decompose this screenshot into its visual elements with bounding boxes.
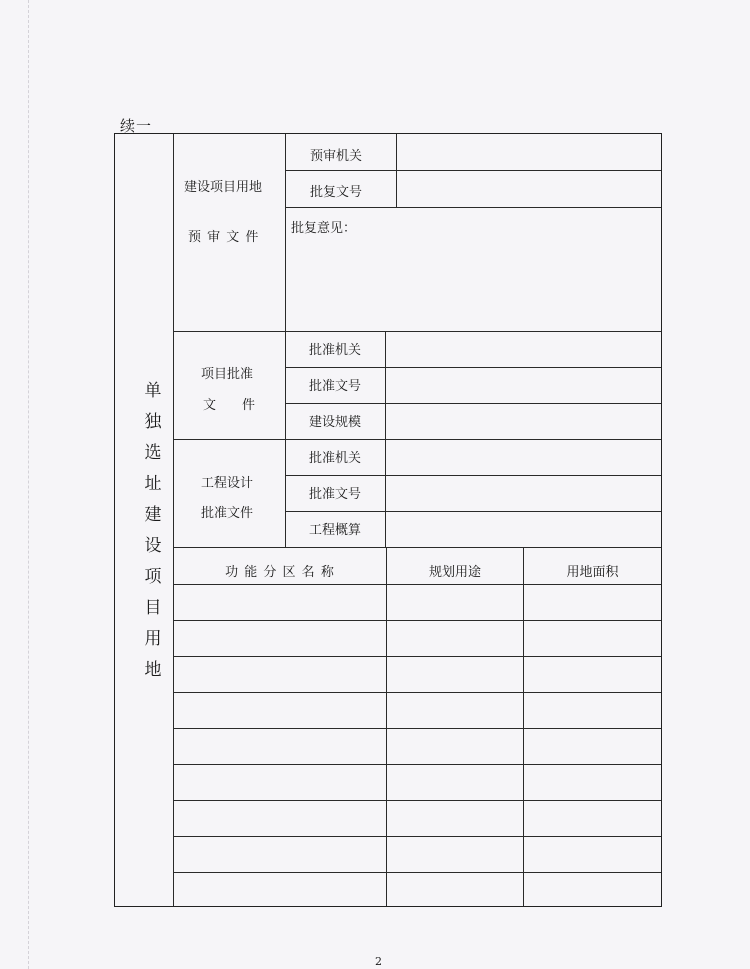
- design-authority-value[interactable]: [386, 440, 660, 475]
- continuation-label: 续一: [120, 117, 153, 135]
- design-authority-label: 批准机关: [308, 451, 361, 466]
- page-number: 2: [375, 955, 382, 968]
- approval-docno-label: 批准文号: [308, 379, 361, 394]
- zones-table-cell[interactable]: [387, 693, 523, 728]
- zones-table-cell[interactable]: [524, 765, 660, 800]
- section-divider-zones: [173, 547, 661, 548]
- zones-table-cell[interactable]: [524, 621, 660, 656]
- zones-table-cell[interactable]: [524, 585, 660, 620]
- design-docno-value[interactable]: [386, 476, 660, 511]
- design-title-line2: 批准文件: [201, 506, 254, 521]
- approval-authority-label: 批准机关: [308, 343, 361, 358]
- zones-table-cell[interactable]: [387, 801, 523, 836]
- approval-title-line2: 文 件: [203, 398, 256, 413]
- design-docno-label: 批准文号: [308, 487, 361, 502]
- zones-table-cell[interactable]: [387, 585, 523, 620]
- label-column-divider: [285, 134, 286, 547]
- prereview-authority-value[interactable]: [397, 135, 660, 169]
- zones-table-cell[interactable]: [524, 801, 660, 836]
- zones-table-cell[interactable]: [174, 657, 386, 692]
- zones-header-area: 用地面积: [566, 565, 619, 580]
- prereview-opinion-divider: [285, 207, 661, 208]
- zones-table-cell[interactable]: [174, 729, 386, 764]
- zones-table-cell[interactable]: [387, 657, 523, 692]
- zones-table-cell[interactable]: [524, 693, 660, 728]
- zones-table-cell[interactable]: [524, 837, 660, 872]
- zones-table-cell[interactable]: [387, 621, 523, 656]
- zones-table-cell[interactable]: [524, 729, 660, 764]
- prereview-title-line1: 建设项目用地: [184, 180, 263, 195]
- approval-scale-label: 建设规模: [308, 415, 361, 430]
- zones-header-use: 规划用途: [428, 565, 481, 580]
- design-title-line1: 工程设计: [201, 476, 254, 491]
- zones-table-cell[interactable]: [387, 873, 523, 908]
- approval-authority-value[interactable]: [386, 332, 660, 367]
- approval-title-line1: 项目批准: [201, 367, 254, 382]
- vertical-title: 单独选址建设项目用地: [144, 381, 162, 680]
- prereview-opinion-label: 批复意见：: [291, 221, 357, 236]
- zones-table-cell[interactable]: [174, 837, 386, 872]
- prereview-title-line2: 预 审 文 件: [188, 230, 260, 245]
- zones-table-cell[interactable]: [524, 657, 660, 692]
- scan-edge-line: [28, 0, 29, 969]
- approval-docno-value[interactable]: [386, 368, 660, 403]
- zones-table-cell[interactable]: [174, 621, 386, 656]
- prereview-opinion-area[interactable]: [286, 238, 660, 330]
- zones-table-cell[interactable]: [387, 837, 523, 872]
- design-estimate-label: 工程概算: [308, 523, 361, 538]
- prereview-docno-value[interactable]: [397, 171, 660, 206]
- zones-table-cell[interactable]: [387, 729, 523, 764]
- land-use-form: [114, 133, 662, 907]
- zones-table-cell[interactable]: [174, 585, 386, 620]
- prereview-authority-label: 预审机关: [310, 149, 363, 164]
- zones-table-cell[interactable]: [387, 765, 523, 800]
- approval-scale-value[interactable]: [386, 404, 660, 439]
- design-estimate-value[interactable]: [386, 512, 660, 547]
- zones-table-cell[interactable]: [174, 693, 386, 728]
- zones-table-cell[interactable]: [174, 765, 386, 800]
- zones-table-cell[interactable]: [174, 801, 386, 836]
- zones-table-cell[interactable]: [524, 873, 660, 908]
- zones-header-name: 功 能 分 区 名 称: [225, 565, 335, 580]
- zones-table-cell[interactable]: [174, 873, 386, 908]
- prereview-docno-label: 批复文号: [310, 185, 363, 200]
